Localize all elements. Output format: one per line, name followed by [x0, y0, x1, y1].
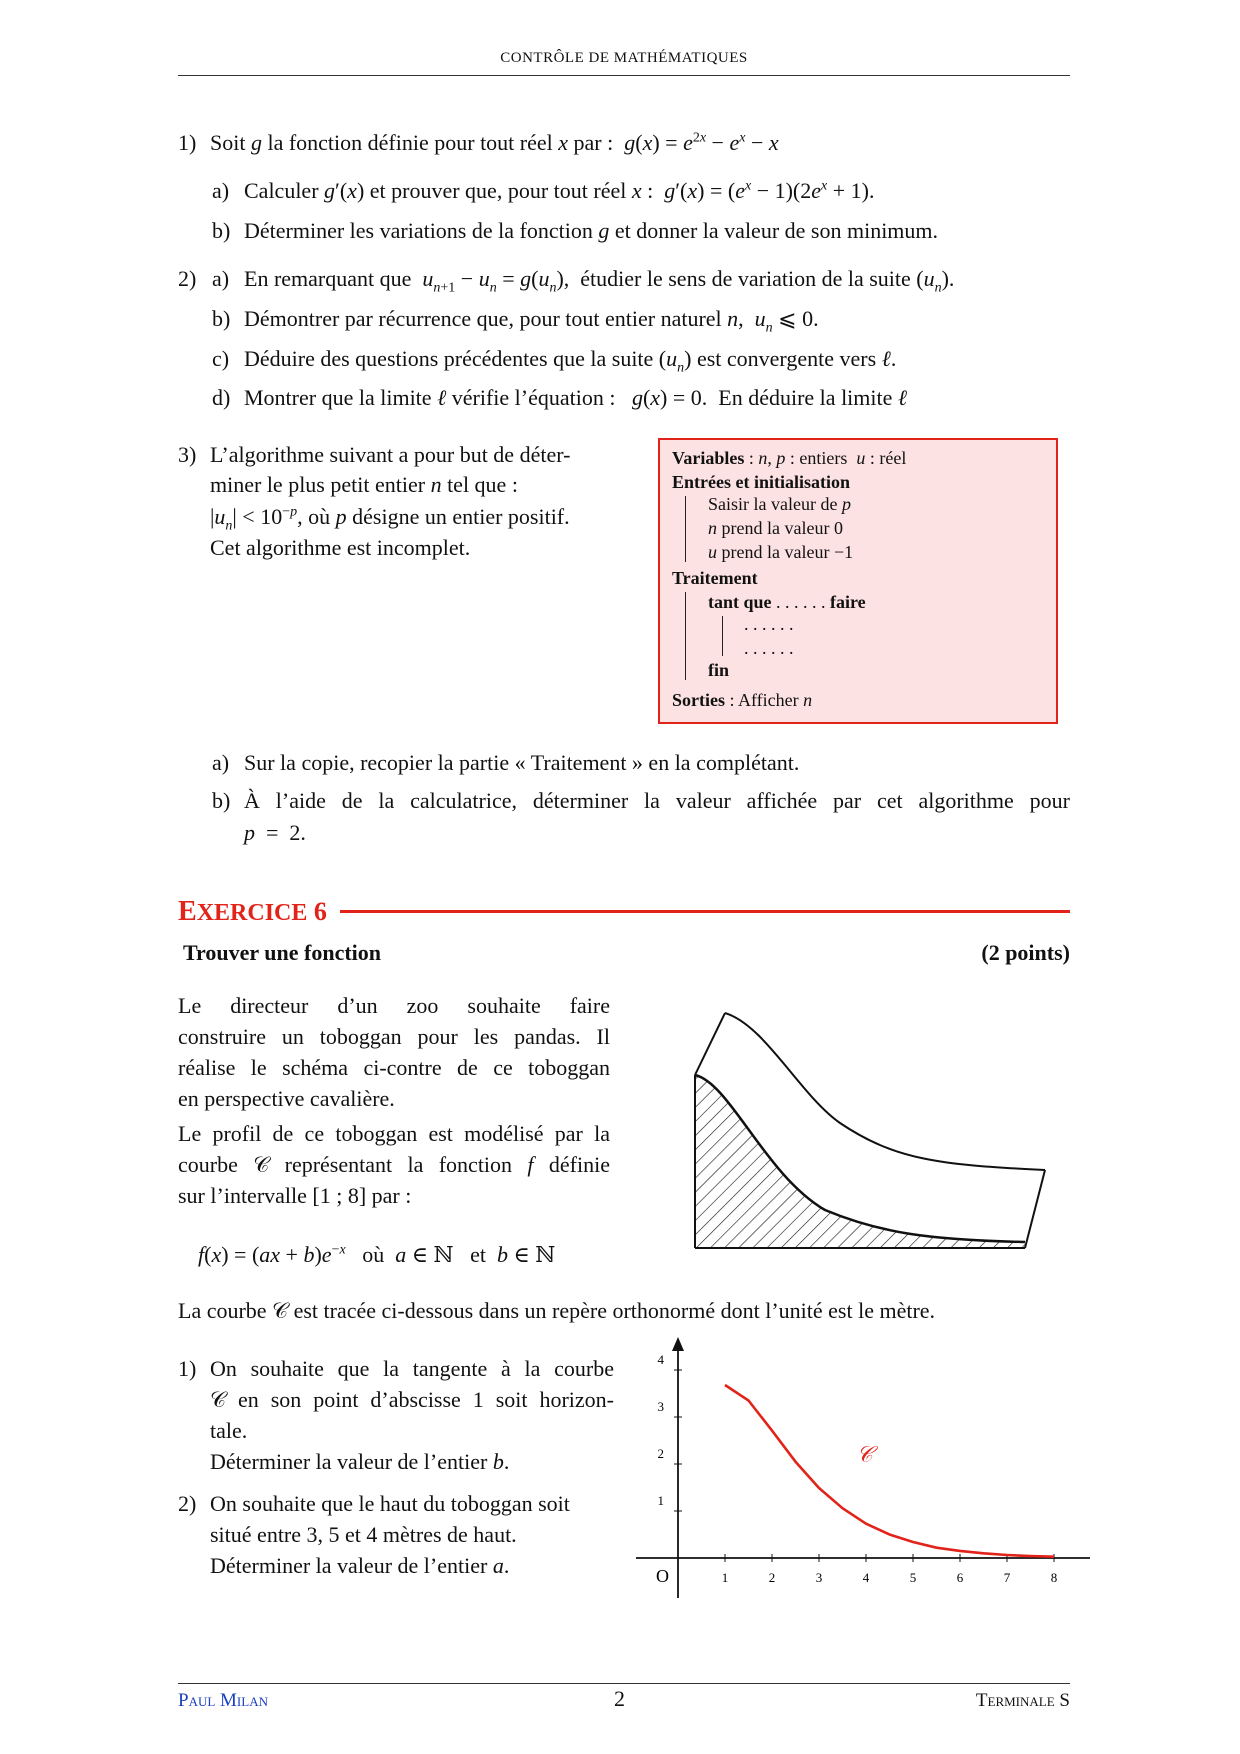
q2-number: 2) [178, 266, 197, 291]
curve-label: 𝒞 [856, 1441, 873, 1467]
exercise-title [178, 896, 327, 928]
profile-line-2: courbe 𝒞 représentant la fonction f définie [178, 1152, 610, 1177]
ex-q2-line-3: Déterminer la valeur de l’entier a. [210, 1553, 510, 1578]
algo-end-label: fin [708, 660, 730, 680]
curve-c [725, 1385, 1054, 1557]
q2d-label: d) [212, 385, 231, 410]
exercise-number: 6 [313, 897, 327, 926]
formula: $f(x) = (ax + b)e^{-x}$ où a ∈ ℕ et b ∈ ℕ [198, 1242, 556, 1267]
algorithm-box [658, 438, 1058, 724]
algo-inputs-bar [685, 496, 686, 562]
algo-do-label: faire [830, 592, 866, 612]
algo-body-2: . . . . . . [744, 638, 794, 658]
algo-while-dots: . . . . . . [771, 592, 831, 612]
origin-label: O [656, 1566, 669, 1586]
exercise-title-first: E [178, 896, 197, 927]
y-axis-arrow [672, 1337, 684, 1351]
footer-author: Paul Milan [178, 1690, 268, 1711]
algo-treatment-bar [685, 592, 686, 680]
ex-q1-line-2: 𝒞 en son point d’abscisse 1 soit horizon- [210, 1387, 614, 1412]
q3a-text: Sur la copie, recopier la partie « Traitement » en la complétant. [244, 750, 800, 775]
ex-q1-line-3: tale. [210, 1418, 248, 1443]
q1a-label: a) [212, 178, 230, 203]
q2c-text: Déduire des questions précédentes que la suite $(u_n)$ est convergente vers ℓ. [244, 346, 897, 376]
profile-line-1: Le profil de ce toboggan est modélisé par la [178, 1121, 610, 1146]
algo-treatment-label: Traitement [672, 568, 758, 588]
algo-inputs-label: Entrées et initialisation [672, 472, 850, 492]
exercise-intro [178, 990, 610, 1114]
q3a-label: a) [212, 750, 230, 775]
curve-chart [630, 1335, 1090, 1615]
q2a-label: a) [212, 266, 230, 291]
exercise-title-rest: XERCICE [196, 900, 308, 926]
x-tick-label: 7 [1003, 1570, 1011, 1585]
exercise-profile [178, 1118, 610, 1211]
toboggan-drawing [670, 1005, 1060, 1255]
toboggan-right-edge [1025, 1170, 1045, 1248]
algo-while [708, 590, 866, 614]
page-header: CONTRÔLE DE MATHÉMATIQUES [500, 50, 748, 66]
ex-q2-label: 2) [178, 1491, 197, 1516]
algo-outputs-label: Sorties [672, 690, 725, 710]
algo-input-1: Saisir la valeur de p [708, 494, 851, 514]
x-tick-label: 8 [1050, 1570, 1058, 1585]
q3-line2: miner le plus petit entier n tel que : [210, 472, 518, 497]
q2c-label: c) [212, 346, 230, 371]
ex-q1-label: 1) [178, 1356, 197, 1381]
ex-q2-line-2: situé entre 3, 5 et 4 mètres de haut. [210, 1522, 517, 1547]
q1-text: Soit g la fonction définie pour tout réel x par : $g(x) = e^{2x} - e^x - x$ [210, 130, 779, 155]
q1-number: 1) [178, 130, 197, 155]
algo-input-3: u prend la valeur −1 [708, 542, 854, 562]
algo-variables: Variables : n, p : entiers u : réel [672, 448, 907, 468]
toboggan-back-curve [725, 1013, 1045, 1170]
header-rule [178, 75, 1070, 76]
ex-q2-line-1: On souhaite que le haut du toboggan soit [210, 1491, 570, 1516]
intro-line-3: réalise le schéma ci-contre de ce toboggan [178, 1055, 610, 1080]
x-tick-label: 4 [862, 1570, 870, 1585]
x-tick-label: 3 [815, 1570, 823, 1585]
q2b-text: Démontrer par récurrence que, pour tout entier naturel n, $u_n$ ⩽ 0. [244, 306, 819, 336]
intro-line-4: en perspective cavalière. [178, 1086, 395, 1111]
q2d-text: Montrer que la limite ℓ vérifie l’équation : g(x) = 0. En déduire la limite ℓ [244, 385, 908, 410]
q3b-label: b) [212, 788, 231, 813]
x-tick-label: 6 [956, 1570, 964, 1585]
q3-number: 3) [178, 442, 197, 467]
q3-line4: Cet algorithme est incomplet. [210, 535, 471, 560]
curve-sentence: La courbe 𝒞 est tracée ci-dessous dans un repère orthonormé dont l’unité est le mètre. [178, 1298, 936, 1323]
q2b-label: b) [212, 306, 231, 331]
algo-while-label: tant que [708, 592, 772, 612]
y-tick-label: 2 [657, 1446, 664, 1461]
footer-class: Terminale S [975, 1690, 1070, 1711]
toboggan-top-edge [695, 1013, 725, 1075]
ex-q1-line-4: Déterminer la valeur de l’entier b. [210, 1449, 510, 1474]
algo-body-bar [722, 616, 723, 656]
ex-q2-text [210, 1488, 614, 1581]
x-tick-label: 5 [909, 1570, 917, 1585]
q1b-text: Déterminer les variations de la fonction g et donner la valeur de son minimum. [244, 218, 939, 243]
intro-line-1: Le directeur d’un zoo souhaite faire [178, 993, 610, 1018]
q3-line1: L’algorithme suivant a pour but de déter- [210, 442, 571, 467]
ex-q1-text [210, 1353, 614, 1477]
footer-page: 2 [614, 1686, 625, 1711]
q3-line3: $|u_n| < 10^{-p}$, où p désigne un entier positif. [210, 504, 570, 534]
y-tick-label: 4 [657, 1352, 664, 1367]
y-tick-label: 3 [657, 1399, 664, 1414]
exercise-subtitle: Trouver une fonction [183, 940, 382, 965]
exercise-rule [340, 910, 1070, 913]
x-tick-label: 1 [721, 1570, 729, 1585]
q3b-text: À l’aide de la calculatrice, déterminer la valeur affichée par cet algorithme pour [244, 788, 1070, 813]
profile-line-3: sur l’intervalle [1 ; 8] par : [178, 1183, 412, 1208]
x-tick-label: 2 [768, 1570, 776, 1585]
q3b-text2: p = 2. [244, 820, 306, 845]
y-tick-label: 1 [657, 1493, 664, 1508]
intro-line-2: construire un toboggan pour les pandas. Il [178, 1024, 610, 1049]
exercise-points: (2 points) [981, 940, 1070, 965]
q2a-text: En remarquant que $u_{n+1} - u_n = g(u_n)$, étudier le sens de variation de la suite $(u_n)$. [244, 266, 955, 296]
footer-rule [178, 1683, 1070, 1684]
ex-q1-line-1: On souhaite que la tangente à la courbe [210, 1356, 614, 1381]
algo-body-1: . . . . . . [744, 614, 794, 634]
q1a-text: Calculer g′(x) et prouver que, pour tout réel x : $g'(x) = (e^x - 1)(2e^x + 1)$. [244, 178, 875, 203]
algo-variables-label: Variables [672, 448, 745, 468]
algo-input-2: n prend la valeur 0 [708, 518, 843, 538]
q1b-label: b) [212, 218, 231, 243]
algo-outputs: Sorties : Afficher n [672, 690, 813, 710]
